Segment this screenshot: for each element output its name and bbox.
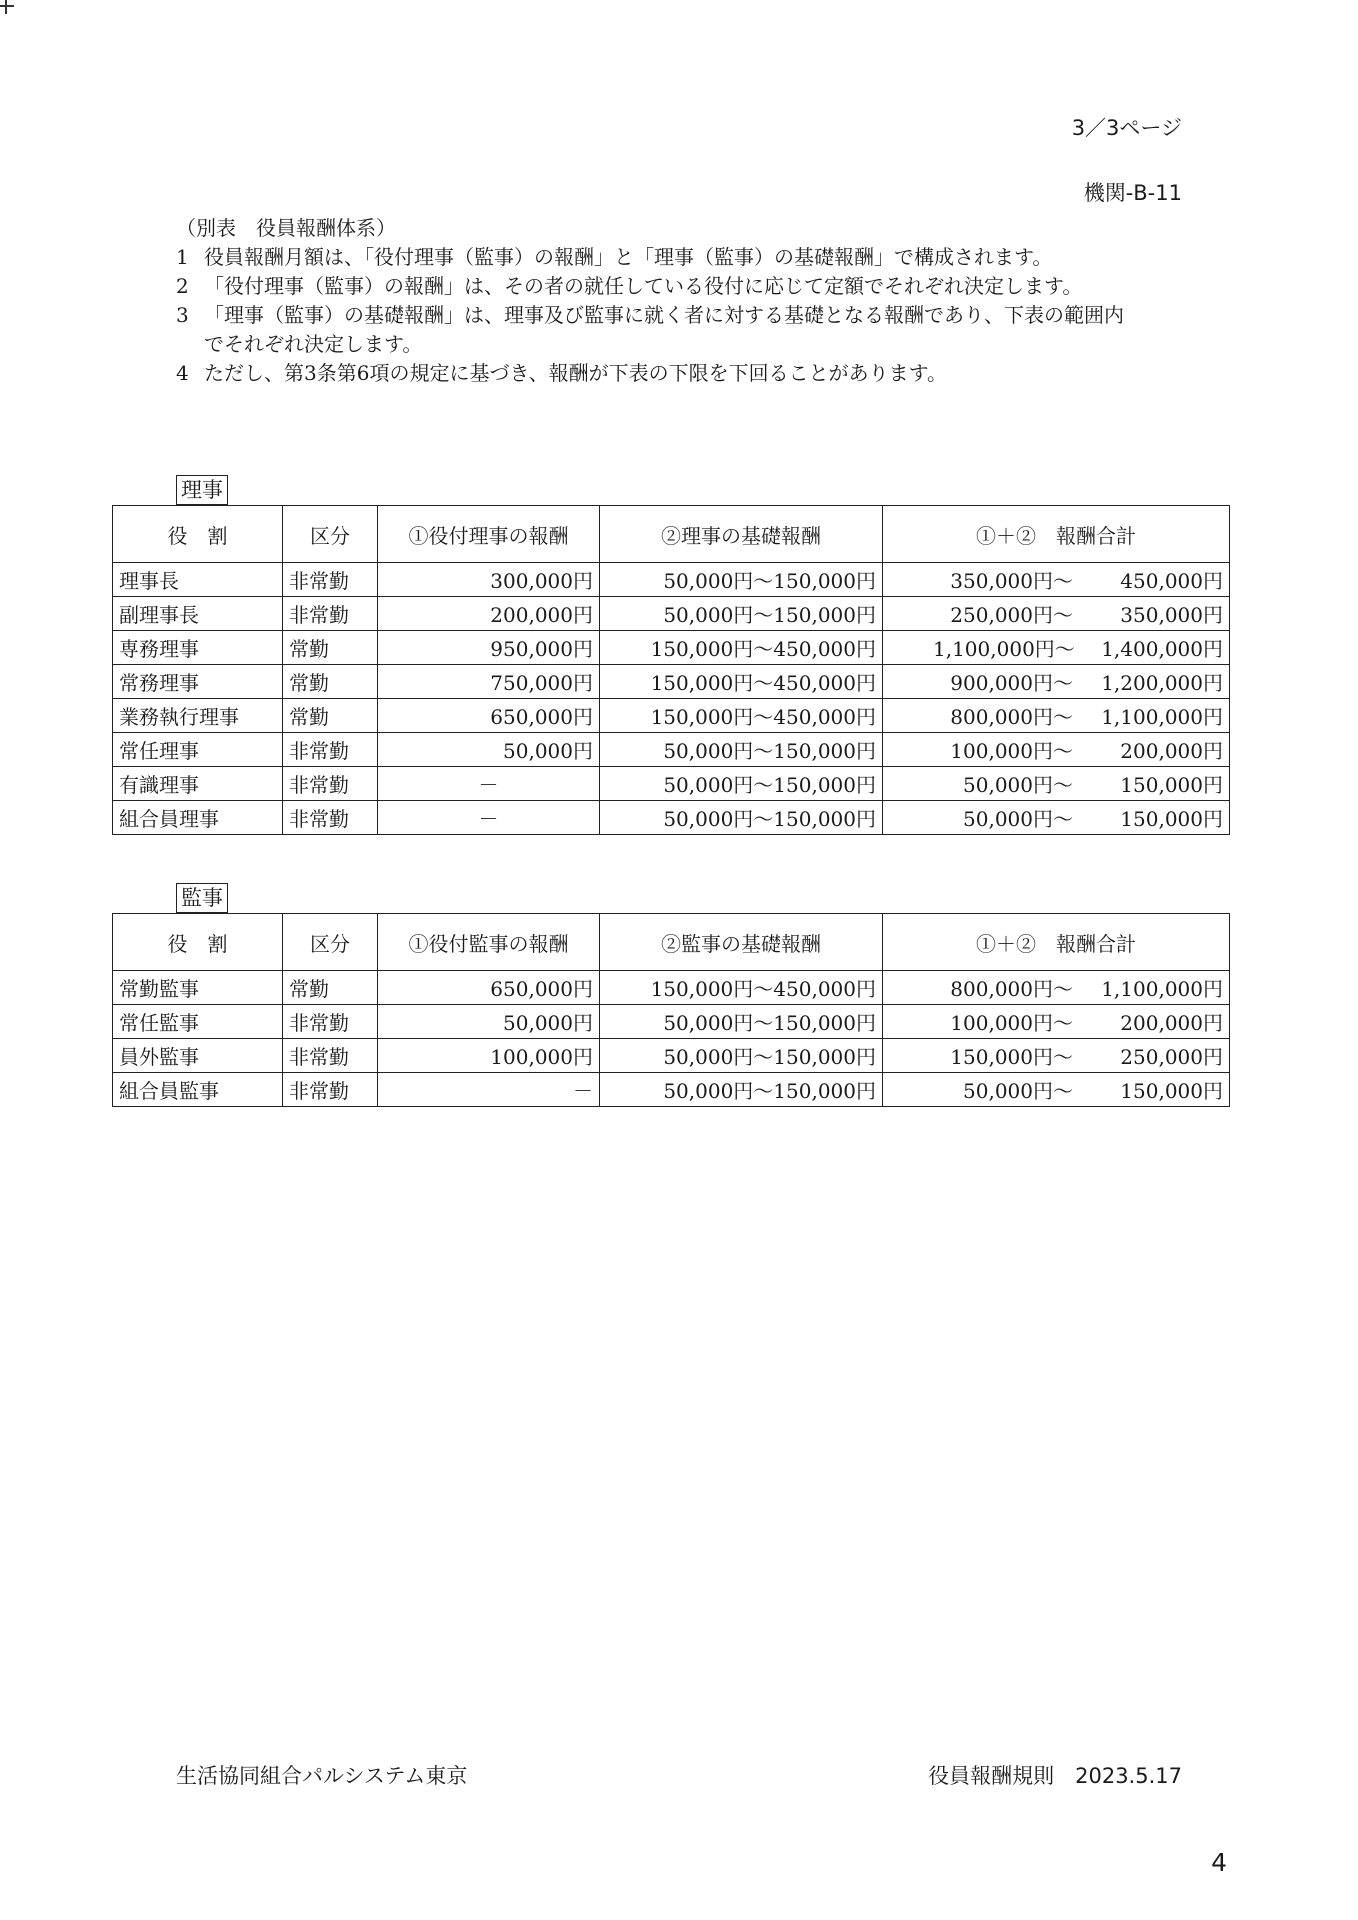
type-cell: 常勤 (283, 631, 378, 665)
table-header-row (113, 914, 1230, 971)
role-cell: 組合員理事 (113, 801, 283, 835)
table-row (113, 767, 1230, 801)
type-cell: 非常勤 (283, 563, 378, 597)
base-pay-cell: 50,000円～150,000円 (600, 801, 883, 835)
total-cell (883, 631, 1230, 665)
total-min: 100,000円～ (950, 1011, 1073, 1035)
role-cell: 常任監事 (113, 1005, 283, 1039)
directors-section-label: 理事 (176, 475, 228, 505)
base-pay-cell: 150,000円～450,000円 (600, 699, 883, 733)
total-min: 250,000円～ (950, 603, 1073, 627)
total-min: 50,000円～ (963, 773, 1073, 797)
crop-mark-vertical (5, 0, 7, 14)
base-pay-cell: 50,000円～150,000円 (600, 597, 883, 631)
total-min: 150,000円～ (950, 1045, 1073, 1069)
page-info: 3／3ページ (1071, 116, 1182, 140)
table-row (113, 1073, 1230, 1107)
base-pay-cell: 150,000円～450,000円 (600, 665, 883, 699)
table-row (113, 665, 1230, 699)
footer-document-title: 役員報酬規則 2023.5.17 (928, 1764, 1182, 1788)
footer-organization: 生活協同組合パルシステム東京 (176, 1764, 468, 1788)
role-cell: 常勤監事 (113, 971, 283, 1005)
position-pay-cell: 950,000円 (378, 631, 600, 665)
table-row (113, 733, 1230, 767)
intro-item (176, 272, 1196, 301)
role-cell: 組合員監事 (113, 1073, 283, 1107)
total-max: 1,100,000円 (1101, 977, 1223, 1001)
base-pay-cell: 50,000円～150,000円 (600, 1005, 883, 1039)
intro-section (176, 214, 1196, 388)
position-pay-cell: 750,000円 (378, 665, 600, 699)
auditors-section-label: 監事 (176, 883, 228, 913)
type-cell: 常勤 (283, 699, 378, 733)
header-role: 役 割 (113, 506, 283, 563)
total-min: 900,000円～ (950, 671, 1073, 695)
type-cell: 非常勤 (283, 1073, 378, 1107)
total-cell (883, 665, 1230, 699)
base-pay-cell: 50,000円～150,000円 (600, 1073, 883, 1107)
total-max: 150,000円 (1120, 773, 1223, 797)
type-cell: 非常勤 (283, 801, 378, 835)
total-cell (883, 1073, 1230, 1107)
total-cell (883, 699, 1230, 733)
total-cell (883, 801, 1230, 835)
role-cell: 理事長 (113, 563, 283, 597)
total-max: 350,000円 (1120, 603, 1223, 627)
table-row (113, 1039, 1230, 1073)
header-total: ①＋② 報酬合計 (883, 914, 1230, 971)
total-min: 350,000円～ (950, 569, 1073, 593)
type-cell: 非常勤 (283, 733, 378, 767)
header-role: 役 割 (113, 914, 283, 971)
intro-item-number: 4 (176, 361, 189, 385)
position-pay-cell: 300,000円 (378, 563, 600, 597)
directors-table-body (113, 563, 1230, 835)
role-cell: 専務理事 (113, 631, 283, 665)
total-cell (883, 971, 1230, 1005)
intro-item-text: ただし、第3条第6項の規定に基づき、報酬が下表の下限を下回ることがあります。 (204, 361, 948, 385)
total-max: 150,000円 (1120, 1079, 1223, 1103)
total-min: 100,000円～ (950, 739, 1073, 763)
total-max: 150,000円 (1120, 807, 1223, 831)
total-max: 200,000円 (1120, 1011, 1223, 1035)
header-base-pay: ②監事の基礎報酬 (600, 914, 883, 971)
intro-item (176, 359, 1196, 388)
base-pay-cell: 50,000円～150,000円 (600, 1039, 883, 1073)
table-row (113, 563, 1230, 597)
type-cell: 非常勤 (283, 597, 378, 631)
header-position-pay: ①役付理事の報酬 (378, 506, 600, 563)
page-number: 4 (1211, 1848, 1227, 1877)
header-base-pay: ②理事の基礎報酬 (600, 506, 883, 563)
total-cell (883, 1005, 1230, 1039)
intro-item-number: 2 (176, 274, 189, 298)
total-min: 800,000円～ (950, 977, 1073, 1001)
intro-item-text: 役員報酬月額は、「役付理事（監事）の報酬」と「理事（監事）の基礎報酬」で構成されます。 (204, 245, 1053, 269)
role-cell: 有識理事 (113, 767, 283, 801)
intro-item (176, 301, 1196, 330)
role-cell: 副理事長 (113, 597, 283, 631)
type-cell: 非常勤 (283, 1039, 378, 1073)
total-max: 200,000円 (1120, 739, 1223, 763)
intro-title: （別表 役員報酬体系） (176, 216, 396, 240)
table-row (113, 971, 1230, 1005)
total-cell (883, 733, 1230, 767)
auditors-table-body (113, 971, 1230, 1107)
type-cell: 常勤 (283, 971, 378, 1005)
type-cell: 非常勤 (283, 1005, 378, 1039)
base-pay-cell: 150,000円～450,000円 (600, 631, 883, 665)
total-min: 50,000円～ (963, 1079, 1073, 1103)
base-pay-cell: 150,000円～450,000円 (600, 971, 883, 1005)
total-max: 1,400,000円 (1101, 637, 1223, 661)
position-pay-cell: 650,000円 (378, 699, 600, 733)
intro-item-text: 「理事（監事）の基礎報酬」は、理事及び監事に就く者に対する基礎となる報酬であり、下表の範囲内 (204, 303, 1124, 327)
position-pay-cell: 50,000円 (378, 733, 600, 767)
base-pay-cell: 50,000円～150,000円 (600, 733, 883, 767)
position-pay-cell: 200,000円 (378, 597, 600, 631)
total-cell (883, 563, 1230, 597)
header-type: 区分 (283, 914, 378, 971)
position-pay-cell: 100,000円 (378, 1039, 600, 1073)
position-pay-cell: － (378, 1073, 600, 1107)
type-cell: 常勤 (283, 665, 378, 699)
crop-mark-horizontal (0, 5, 14, 7)
position-pay-cell: － (378, 767, 600, 801)
table-row (113, 699, 1230, 733)
table-row (113, 1005, 1230, 1039)
role-cell: 業務執行理事 (113, 699, 283, 733)
table-row (113, 801, 1230, 835)
position-pay-cell: 50,000円 (378, 1005, 600, 1039)
directors-table (112, 505, 1230, 835)
total-min: 1,100,000円～ (933, 637, 1075, 661)
header-total: ①＋② 報酬合計 (883, 506, 1230, 563)
document-code: 機関-B-11 (1083, 181, 1182, 205)
intro-item (176, 243, 1196, 272)
total-min: 800,000円～ (950, 705, 1073, 729)
position-pay-cell: － (378, 801, 600, 835)
role-cell: 員外監事 (113, 1039, 283, 1073)
header-position-pay: ①役付監事の報酬 (378, 914, 600, 971)
intro-item-continuation: でそれぞれ決定します。 (204, 332, 423, 356)
intro-item-number: 1 (176, 245, 189, 269)
type-cell: 非常勤 (283, 767, 378, 801)
total-cell (883, 1039, 1230, 1073)
role-cell: 常任理事 (113, 733, 283, 767)
total-cell (883, 767, 1230, 801)
base-pay-cell: 50,000円～150,000円 (600, 563, 883, 597)
total-max: 1,200,000円 (1101, 671, 1223, 695)
auditors-table (112, 913, 1230, 1107)
total-max: 1,100,000円 (1101, 705, 1223, 729)
position-pay-cell: 650,000円 (378, 971, 600, 1005)
table-header-row (113, 506, 1230, 563)
total-cell (883, 597, 1230, 631)
total-min: 50,000円～ (963, 807, 1073, 831)
header-type: 区分 (283, 506, 378, 563)
base-pay-cell: 50,000円～150,000円 (600, 767, 883, 801)
role-cell: 常務理事 (113, 665, 283, 699)
total-max: 250,000円 (1120, 1045, 1223, 1069)
total-max: 450,000円 (1120, 569, 1223, 593)
table-row (113, 597, 1230, 631)
intro-item-number: 3 (176, 303, 189, 327)
intro-item-text: 「役付理事（監事）の報酬」は、その者の就任している役付に応じて定額でそれぞれ決定します。 (204, 274, 1083, 298)
table-row (113, 631, 1230, 665)
